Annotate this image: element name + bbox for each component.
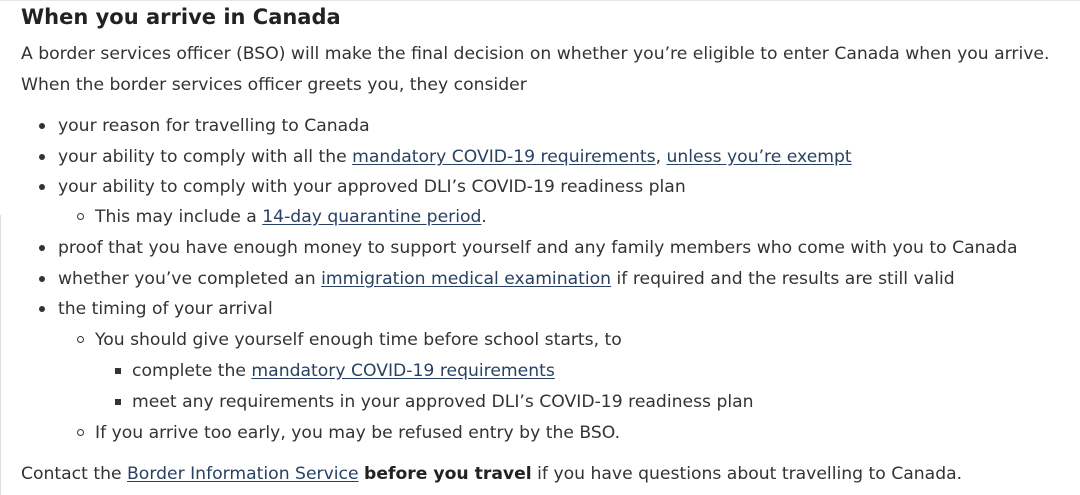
intro-line-2: When the border services officer greets you, they consider bbox=[21, 75, 527, 95]
list-item-reason bbox=[58, 114, 370, 138]
mandatory-covid-requirements-link[interactable]: mandatory COVID-19 requirements bbox=[352, 147, 656, 167]
list-item-comply bbox=[58, 145, 852, 169]
medical-examination-link[interactable]: immigration medical examination bbox=[321, 269, 612, 289]
border-information-service-link[interactable]: Border Information Service bbox=[127, 464, 359, 484]
sublist-item-early bbox=[95, 421, 620, 445]
list-item-text: proof that you have enough money to support yourself and any family members who come with you to Canada bbox=[58, 238, 1018, 258]
list-item-readiness bbox=[58, 175, 686, 199]
mandatory-covid-requirements-link-2[interactable]: mandatory COVID-19 requirements bbox=[251, 361, 555, 381]
list-item-medical bbox=[58, 267, 955, 291]
list-item-text: This may include a bbox=[95, 207, 263, 227]
list-item-timing bbox=[58, 297, 273, 321]
list-item-text: If you arrive too early, you may be refused entry by the BSO. bbox=[95, 423, 621, 443]
contact-text: if you have questions about travelling to Canada. bbox=[531, 464, 963, 484]
list-item-text: your reason for travelling to Canada bbox=[58, 116, 370, 136]
list-item-text: your ability to comply with all the bbox=[58, 147, 353, 167]
sublist-item-quarantine bbox=[95, 205, 487, 229]
quarantine-period-link[interactable]: 14-day quarantine period bbox=[262, 207, 482, 227]
intro-line-1: A border services officer (BSO) will make the final decision on whether you’re eligible to enter Canada when you arrive. bbox=[21, 44, 1050, 64]
list-item-text: meet any requirements in your approved DLI’s COVID-19 readiness plan bbox=[132, 392, 754, 412]
subsublist-item-meet bbox=[132, 390, 754, 414]
contact-text: Contact the bbox=[21, 464, 128, 484]
subsublist-item-complete bbox=[132, 359, 555, 383]
list-item-money bbox=[58, 236, 1018, 260]
left-divider bbox=[0, 215, 1, 495]
list-item-text: your ability to comply with your approved DLI’s COVID-19 readiness plan bbox=[58, 177, 686, 197]
list-item-text: whether you’ve completed an bbox=[58, 269, 322, 289]
list-item-text: if required and the results are still valid bbox=[611, 269, 955, 289]
list-item-text: the timing of your arrival bbox=[58, 299, 273, 319]
punctuation-text: . bbox=[481, 207, 487, 227]
top-divider bbox=[0, 0, 1080, 1]
list-item-text: complete the bbox=[132, 361, 252, 381]
list-item-text: You should give yourself enough time before school starts, to bbox=[95, 330, 622, 350]
separator-text: , bbox=[655, 147, 667, 167]
unless-exempt-link[interactable]: unless you’re exempt bbox=[666, 147, 852, 167]
section-heading: When you arrive in Canada bbox=[21, 5, 341, 29]
sublist-item-time-before bbox=[95, 328, 622, 352]
contact-paragraph bbox=[21, 462, 962, 486]
before-you-travel-emphasis: before you travel bbox=[364, 464, 532, 484]
